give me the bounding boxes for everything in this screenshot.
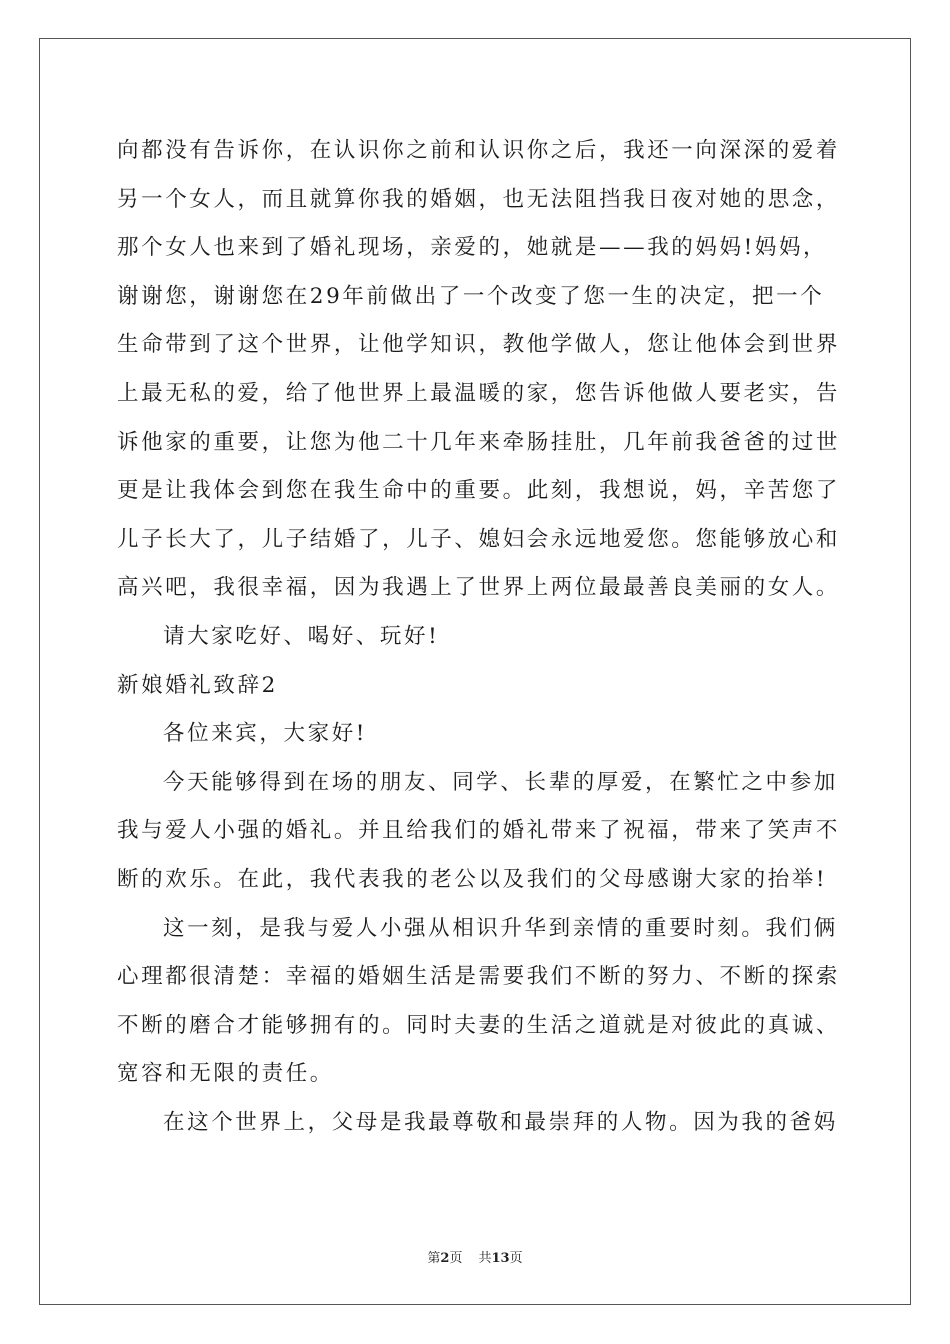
page-suffix: 页 — [449, 1251, 463, 1266]
text-line: 今天能够得到在场的朋友、同学、长辈的厚爱，在繁忙之中参加 — [163, 769, 838, 795]
text-line: 上最无私的爱，给了他世界上最温暖的家，您告诉他做人要老实，告 — [117, 380, 841, 406]
page-prefix: 第 — [427, 1251, 441, 1266]
text-line: 这一刻，是我与爱人小强从相识升华到亲情的重要时刻。我们俩 — [163, 915, 838, 941]
text-line: 各位来宾，大家好! — [163, 721, 368, 747]
text-line: 宽容和无限的责任。 — [117, 1061, 334, 1087]
text-line: 请大家吃好、喝好、玩好! — [163, 623, 440, 649]
section-heading: 新娘婚礼致辞2 — [117, 672, 278, 698]
text-line: 谢谢您，谢谢您在29年前做出了一个改变了您一生的决定，把一个 — [117, 283, 825, 309]
text-line: 心理都很清楚：幸福的婚姻生活是需要我们不断的努力、不断的探索 — [117, 964, 841, 990]
text-line: 生命带到了这个世界，让他学知识，教他学做人，您让他体会到世界 — [117, 332, 841, 358]
text-line: 我与爱人小强的婚礼。并且给我们的婚礼带来了祝福，带来了笑声不 — [117, 818, 841, 844]
total-pages: 13 — [491, 1251, 510, 1266]
text-line: 更是让我体会到您在我生命中的重要。此刻，我想说，妈，辛苦您了 — [117, 478, 841, 504]
page-number: 2 — [440, 1251, 450, 1266]
total-suffix: 页 — [509, 1251, 523, 1266]
text-line: 断的欢乐。在此，我代表我的老公以及我们的父母感谢大家的抬举! — [117, 866, 828, 892]
text-line: 不断的磨合才能够拥有的。同时夫妻的生活之道就是对彼此的真诚、 — [117, 1012, 841, 1038]
page-footer — [0, 1247, 950, 1266]
text-line: 在这个世界上，父母是我最尊敬和最崇拜的人物。因为我的爸妈 — [163, 1109, 838, 1135]
text-line: 儿子长大了，儿子结婚了，儿子、媳妇会永远地爱您。您能够放心和 — [117, 526, 841, 552]
text-line: 高兴吧，我很幸福，因为我遇上了世界上两位最最善良美丽的女人。 — [117, 575, 841, 601]
document-body — [117, 127, 841, 1147]
text-line: 向都没有告诉你，在认识你之前和认识你之后，我还一向深深的爱着 — [117, 138, 841, 163]
total-prefix: 共 — [478, 1251, 492, 1266]
text-line: 诉他家的重要，让您为他二十几年来牵肠挂肚，几年前我爸爸的过世 — [117, 429, 841, 455]
text-line: 另一个女人，而且就算你我的婚姻，也无法阻挡我日夜对她的思念， — [117, 186, 841, 212]
text-line: 那个女人也来到了婚礼现场，亲爱的，她就是——我的妈妈!妈妈， — [117, 235, 828, 261]
